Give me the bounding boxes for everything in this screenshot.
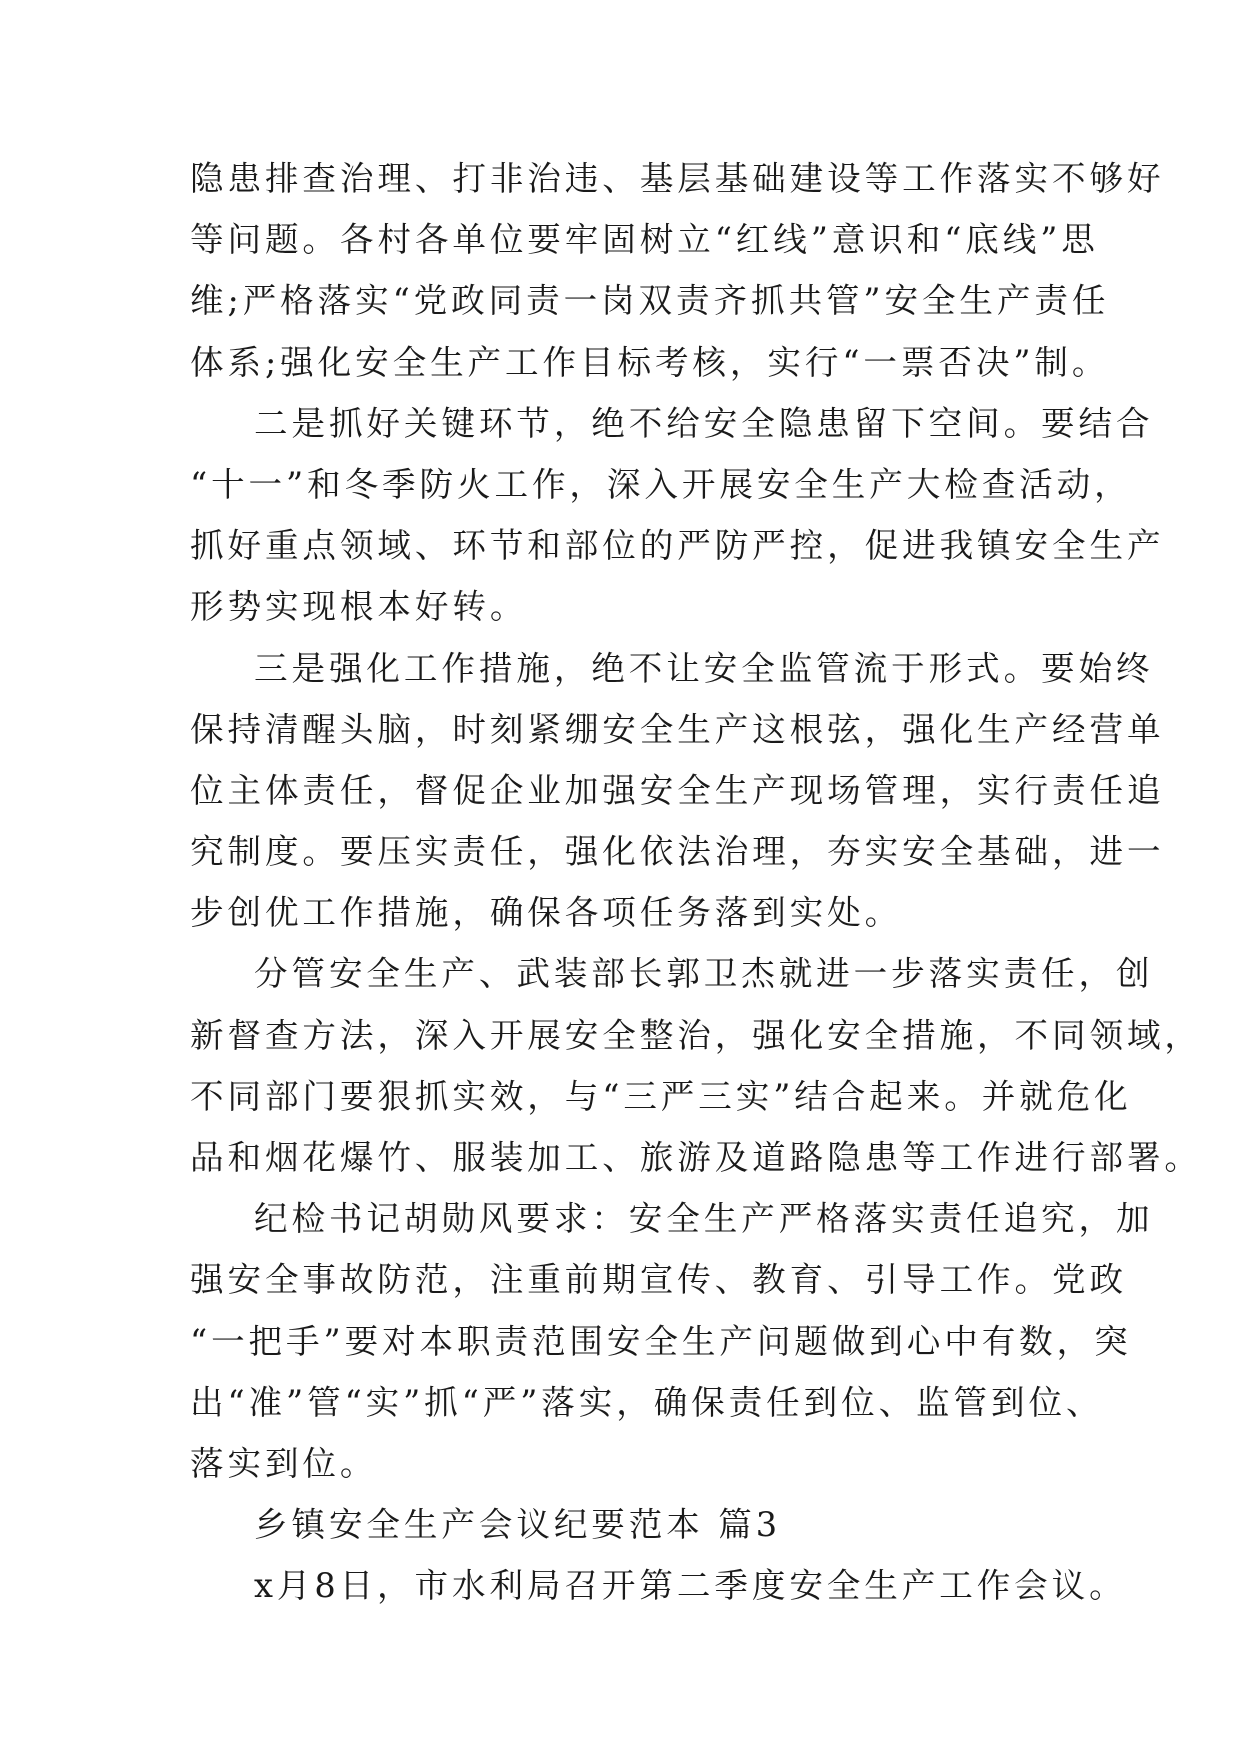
text-line-17: 品和烟花爆竹、服装加工、旅游及道路隐患等工作进行部署。 bbox=[190, 1138, 1202, 1177]
document-body bbox=[190, 148, 1202, 1617]
text-line-15: 新督查方法，深入开展安全整治，强化安全措施，不同领域， bbox=[190, 1015, 1202, 1055]
text-line-10: 保持清醒头脑，时刻紧绷安全生产这根弦，强化生产经营单 bbox=[190, 709, 1165, 749]
text-line-6: “十一”和冬季防火工作，深入开展安全生产大检查活动， bbox=[190, 464, 1132, 504]
text-line-11: 位主体责任，督促企业加强安全生产现场管理，实行责任追 bbox=[190, 770, 1165, 810]
text-line-21: 出“准”管“实”抓“严”落实，确保责任到位、监管到位、 bbox=[190, 1382, 1104, 1422]
text-line-8: 形势实现根本好转。 bbox=[190, 587, 528, 627]
text-line-2: 等问题。各村各单位要牢固树立“红线”意识和“底线”思 bbox=[190, 220, 1099, 260]
text-line-7: 抓好重点领域、环节和部位的严防严控，促进我镇安全生产 bbox=[190, 526, 1165, 566]
text-line-20: “一把手”要对本职责范围安全生产问题做到心中有数，突 bbox=[190, 1321, 1132, 1361]
text-line-19: 强安全事故防范，注重前期宣传、教育、引导工作。党政 bbox=[190, 1260, 1127, 1300]
text-line-14: 分管安全生产、武装部长郭卫杰就进一步落实责任，创 bbox=[254, 954, 1154, 994]
text-line-4: 体系;强化安全生产工作目标考核，实行“一票否决”制。 bbox=[190, 342, 1110, 382]
text-line-12: 究制度。要压实责任，强化依法治理，夯实安全基础，进一 bbox=[190, 832, 1165, 872]
text-line-22: 落实到位。 bbox=[190, 1443, 378, 1483]
text-line-9: 三是强化工作措施，绝不让安全监管流于形式。要始终 bbox=[254, 648, 1154, 688]
text-line-18: 纪检书记胡勋风要求：安全生产严格落实责任追究，加 bbox=[254, 1199, 1154, 1239]
text-line-13: 步创优工作措施，确保各项任务落到实处。 bbox=[190, 893, 903, 933]
text-line-24: x月8日，市水利局召开第二季度安全生产工作会议。 bbox=[254, 1566, 1127, 1606]
text-line-3: 维;严格落实“党政同责一岗双责齐抓共管”安全生产责任 bbox=[190, 281, 1110, 321]
text-line-1: 隐患排查治理、打非治违、基层基础建设等工作落实不够好 bbox=[190, 159, 1165, 198]
text-line-5: 二是抓好关键环节，绝不给安全隐患留下空间。要结合 bbox=[254, 403, 1154, 443]
section-heading: 乡镇安全生产会议纪要范本 篇3 bbox=[254, 1505, 782, 1545]
text-line-16: 不同部门要狠抓实效，与“三严三实”结合起来。并就危化 bbox=[190, 1076, 1132, 1116]
